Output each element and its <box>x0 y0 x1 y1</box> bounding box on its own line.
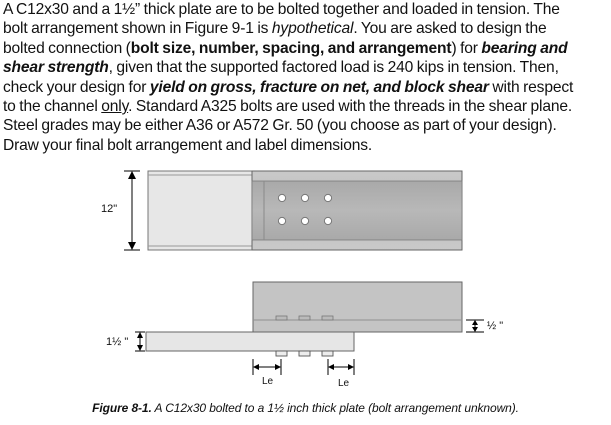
emphasis-shear: shear strength <box>3 59 109 77</box>
emphasis-checks: yield on gross, fracture on net, and block shear <box>149 78 489 96</box>
bolt-nut-icon <box>276 351 287 356</box>
arrow-down-icon <box>472 327 478 332</box>
channel-thickness-label: ½ " <box>487 320 504 332</box>
edge-distance-label: Le <box>262 376 274 387</box>
problem-text: bolt arrangement shown in Figure 9-1 is <box>3 20 272 38</box>
bolt-nut-icon <box>322 351 333 356</box>
arrow-up-icon <box>137 332 143 338</box>
plan-view <box>124 171 462 250</box>
bolt-hole-icon <box>324 217 331 224</box>
problem-text: check your design for <box>3 78 150 96</box>
figure-caption <box>0 401 611 415</box>
bolt-head-icon <box>276 316 287 320</box>
problem-text: . You are asked to design the <box>353 20 547 38</box>
arrow-right-icon <box>348 364 354 370</box>
problem-text: Steel grades may be either A36 or A572 Gr. 50 (you choose as part of your design). <box>3 117 557 135</box>
bolt-head-icon <box>299 316 310 320</box>
emphasis-hypothetical: hypothetical <box>271 20 354 38</box>
emphasis-bearing: bearing and <box>481 39 568 57</box>
problem-text: , given that the supported factored load is 240 kips in tension. Then, <box>108 59 559 77</box>
problem-text: . Standard A325 bolts are used with the threads in the shear plane. <box>128 98 573 116</box>
plate-thickness-label: 1½ " <box>106 336 129 348</box>
emphasis-only: only <box>101 98 129 116</box>
bolt-head-icon <box>322 316 333 320</box>
problem-text: bolted connection ( <box>3 39 131 57</box>
elevation-view <box>135 282 484 375</box>
bolt-hole-icon <box>324 194 331 201</box>
caption-number: Figure 8-1. <box>92 401 152 415</box>
bolt-hole-icon <box>301 217 308 224</box>
arrow-down-icon <box>137 345 143 351</box>
arrow-up-icon <box>128 171 136 179</box>
plate-elevation <box>146 332 354 351</box>
arrow-left-icon <box>253 364 259 370</box>
arrow-down-icon <box>128 242 136 250</box>
problem-text: to the channel <box>3 98 102 116</box>
bolt-nut-icon <box>299 351 310 356</box>
problem-text: with respect <box>488 78 574 96</box>
problem-text: A C12x30 and a 1½” thick plate are to be bolted together and loaded in tension. The <box>3 1 560 18</box>
arrow-left-icon <box>328 364 334 370</box>
emphasis-bolt-design: bolt size, number, spacing, and arrangement <box>130 39 452 57</box>
edge-distance-label: Le <box>338 378 350 389</box>
caption-text: A C12x30 bolted to a 1½ inch thick plate (bolt arrangement unknown). <box>151 401 519 415</box>
problem-text: Draw your final bolt arrangement and label dimensions. <box>3 136 373 154</box>
problem-text: ) for <box>451 39 482 57</box>
channel-elevation <box>253 282 462 332</box>
bolt-hole-icon <box>301 194 308 201</box>
arrow-up-icon <box>472 320 478 325</box>
depth-label: 12" <box>101 203 118 215</box>
bolt-hole-icon <box>278 194 285 201</box>
arrow-right-icon <box>275 364 281 370</box>
channel-web-plan <box>252 181 462 240</box>
bolt-hole-icon <box>278 217 285 224</box>
